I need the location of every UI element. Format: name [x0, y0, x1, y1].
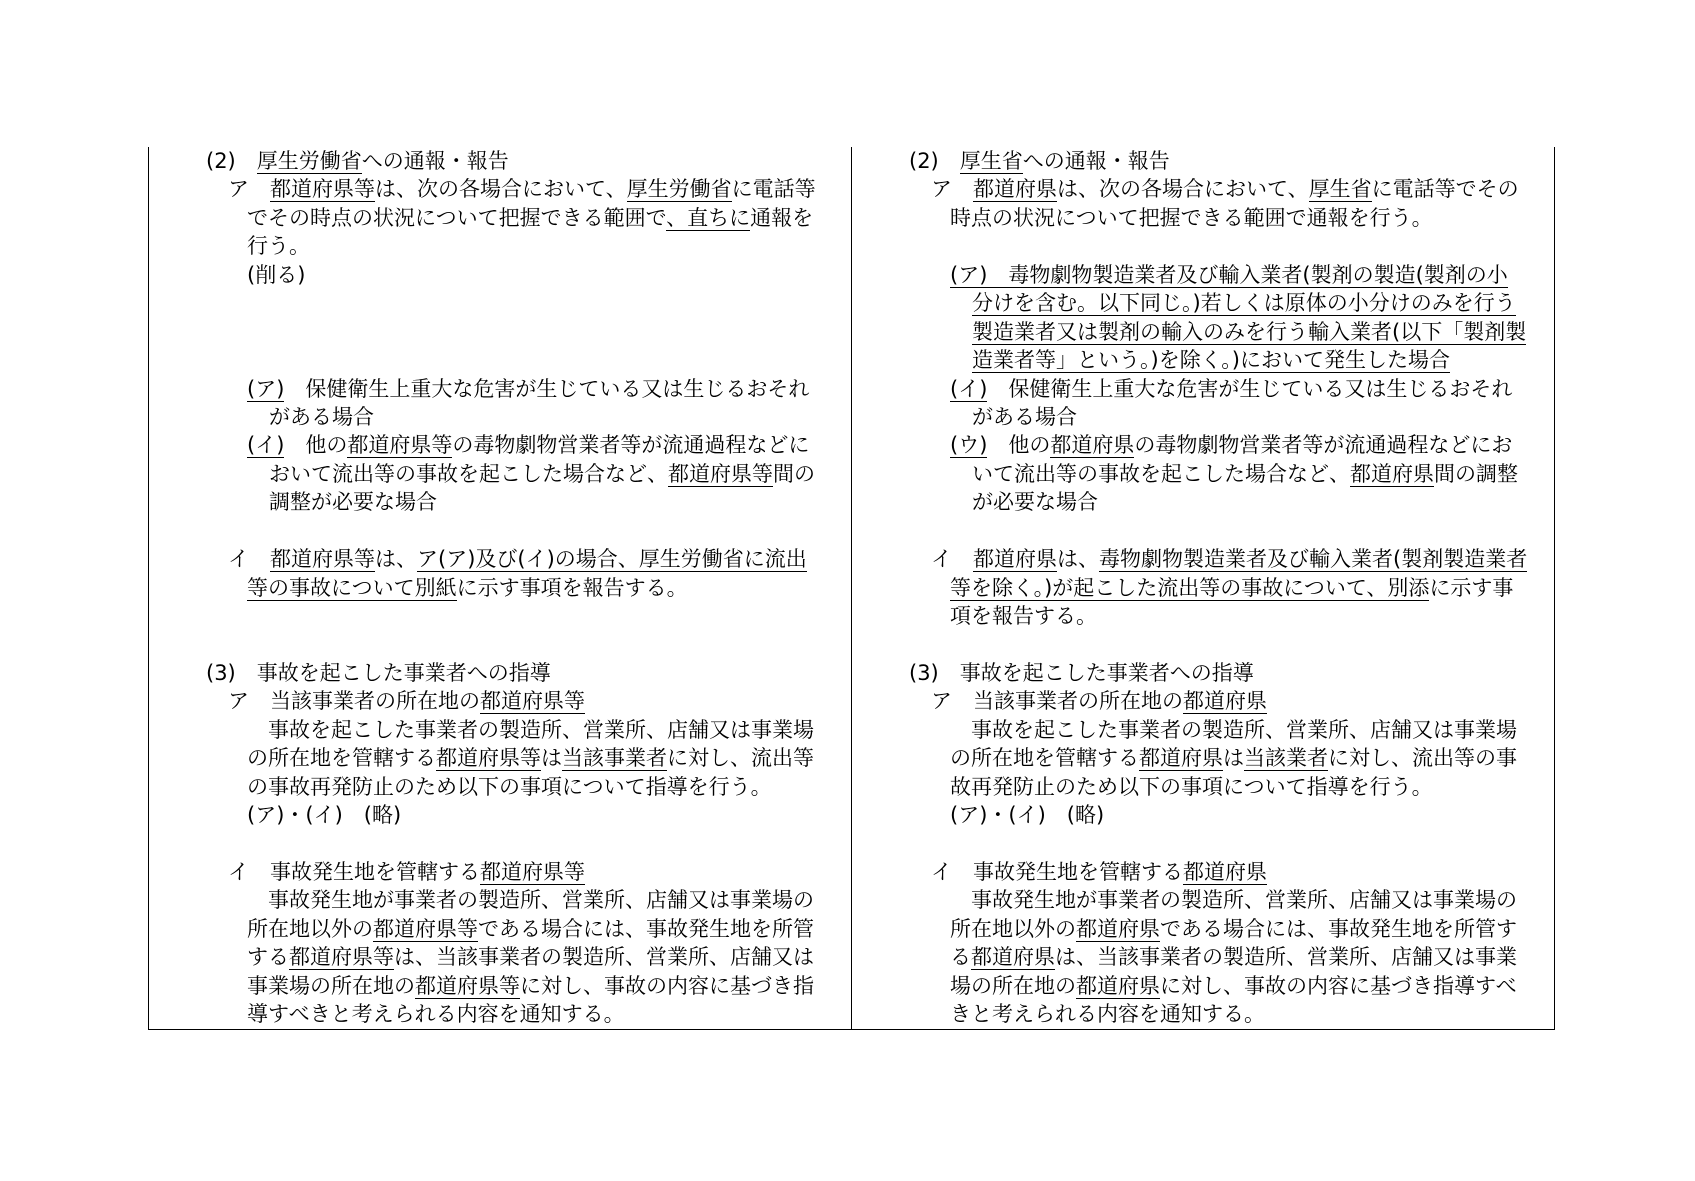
underlined-amendment: 分けを含む。以下同じ。)若しくは原体の小分けのみを行う — [972, 291, 1516, 316]
revised-text-column — [149, 147, 849, 1029]
text-segment: イ 事故発生地を管轄する — [931, 859, 1183, 884]
text-segment: がある場合 — [269, 404, 374, 429]
text-segment: である場合には、事故発生地を所管す — [1160, 916, 1517, 941]
text-segment: の毒物劇物営業者等が流通過程などに — [452, 433, 810, 458]
text-line — [149, 659, 849, 687]
blank-line — [149, 346, 849, 374]
text-segment: は、次の各場合において、 — [375, 177, 627, 202]
underlined-amendment: 都道府県等 — [480, 859, 585, 884]
text-segment: ア — [931, 177, 973, 202]
blank-line — [149, 289, 849, 317]
text-segment: は — [1223, 746, 1244, 771]
underlined-amendment: 都道府県 — [1183, 859, 1267, 884]
text-line — [149, 744, 849, 772]
text-segment: に電話等 — [731, 177, 816, 202]
comparison-table — [148, 147, 1555, 1030]
underlined-amendment: 等を除く。)が起こした流出等の事故について、別添 — [950, 575, 1430, 600]
text-line — [149, 687, 849, 715]
text-line — [149, 773, 849, 801]
text-segment: への通報・報告 — [361, 149, 509, 173]
text-segment: ア 当該事業者の所在地の — [931, 689, 1183, 714]
text-segment: 行う。 — [247, 234, 310, 259]
text-line — [852, 318, 1552, 346]
text-line — [149, 545, 849, 573]
underlined-amendment: 等の事故について別紙 — [247, 575, 457, 600]
underlined-amendment: 厚生労働省 — [256, 149, 362, 173]
text-line — [149, 886, 849, 914]
underlined-amendment: 毒物劇物製造業者及び輸入業者(製剤製造業者 — [1099, 547, 1528, 572]
text-segment: 場の所在地の — [950, 973, 1076, 998]
underlined-amendment: 都道府県等 — [289, 945, 394, 970]
text-line — [149, 175, 849, 203]
text-segment: 調整が必要な場合 — [269, 490, 437, 515]
text-line — [852, 545, 1552, 573]
text-segment: る — [950, 945, 971, 970]
text-segment: への通報・報告 — [1022, 149, 1170, 173]
text-segment: イ 事故発生地を管轄する — [228, 859, 480, 884]
underlined-amendment: ア(ア)及び(イ)の場合、厚生労働省に流出 — [417, 547, 807, 572]
underlined-amendment: 都道府県 — [1076, 973, 1160, 998]
text-line — [149, 488, 849, 516]
underlined-amendment: (ア) 毒物劇物製造業者及び輸入業者(製剤の製造(製剤の小 — [950, 262, 1508, 287]
text-segment: は、 — [1057, 547, 1099, 572]
underlined-amendment: 都道府県等 — [480, 689, 585, 714]
text-segment: の所在地を管轄する — [247, 746, 436, 771]
text-line — [852, 801, 1552, 829]
text-segment: がある場合 — [972, 404, 1077, 429]
underlined-amendment: (ア) — [247, 376, 285, 401]
text-line — [852, 687, 1552, 715]
underlined-amendment: 都道府県 — [973, 547, 1057, 572]
text-segment: 導すべきと考えられる内容を通知する。 — [247, 1002, 625, 1027]
text-segment: は、当該事業者の製造所、営業所、店舗又は — [394, 945, 814, 970]
text-segment: に示す事 — [1429, 575, 1514, 600]
underlined-amendment: 都道府県等 — [347, 433, 453, 458]
blank-line — [852, 830, 1552, 858]
text-segment: (削る) — [247, 262, 306, 287]
text-line — [852, 375, 1552, 403]
text-segment: ア — [228, 177, 270, 202]
text-line — [852, 431, 1552, 459]
text-line — [852, 602, 1552, 630]
underlined-amendment: 厚生労働省 — [626, 177, 732, 202]
text-segment: の事故再発防止のため以下の事項について指導を行う。 — [247, 774, 772, 799]
text-line — [149, 716, 849, 744]
text-segment: (ア)・(イ) (略) — [247, 803, 402, 828]
underlined-amendment: 当該事業者 — [562, 746, 667, 771]
underlined-amendment: 都道府県 — [1139, 746, 1223, 771]
text-segment: 保健衛生上重大な危害が生じている又は生じるおそれ — [987, 376, 1513, 401]
text-segment: ア 当該事業者の所在地の — [228, 689, 480, 714]
text-segment: 事故発生地が事業者の製造所、営業所、店舗又は事業場の — [247, 888, 814, 913]
text-line — [852, 915, 1552, 943]
text-segment: は、次の各場合において、 — [1057, 177, 1309, 202]
text-segment: 所在地以外の — [950, 916, 1076, 941]
text-segment: (3) 事故を起こした事業者への指導 — [909, 660, 1254, 685]
text-line — [149, 460, 849, 488]
text-segment: に対し、流出等の事 — [1328, 746, 1517, 771]
text-segment: (2) — [909, 149, 960, 173]
text-line — [149, 147, 849, 175]
text-line — [852, 574, 1552, 602]
text-segment: 事故を起こした事業者の製造所、営業所、店舗又は事業場 — [950, 717, 1517, 742]
blank-line — [149, 630, 849, 658]
blank-line — [852, 232, 1552, 260]
text-line — [852, 261, 1552, 289]
text-line — [852, 403, 1552, 431]
underlined-amendment: 都道府県等 — [436, 746, 541, 771]
text-segment: イ — [228, 547, 270, 572]
underlined-amendment: 都道府県等 — [270, 177, 375, 202]
text-line — [149, 403, 849, 431]
underlined-amendment: 造業者等」という。)を除く。)において発生した場合 — [972, 348, 1450, 373]
text-line — [149, 943, 849, 971]
text-line — [852, 204, 1552, 232]
text-segment: イ — [931, 547, 973, 572]
text-segment: 項を報告する。 — [950, 604, 1097, 628]
underlined-amendment: 当該業者 — [1244, 746, 1328, 771]
text-segment: 故再発防止のため以下の事項について指導を行う。 — [950, 774, 1433, 799]
underlined-amendment: (イ) — [247, 433, 285, 458]
underlined-amendment: 都道府県 — [1050, 433, 1135, 458]
text-segment: 通報を — [750, 205, 814, 230]
text-line — [149, 574, 849, 602]
underlined-amendment: 製造業者又は製剤の輸入のみを行う輸入業者(以下「製剤製 — [972, 319, 1527, 344]
text-line — [852, 972, 1552, 1000]
text-line — [852, 488, 1552, 516]
text-segment: 事業場の所在地の — [247, 973, 415, 998]
text-line — [852, 346, 1552, 374]
underlined-amendment: 都道府県 — [1076, 916, 1160, 941]
text-segment: (ア)・(イ) (略) — [950, 803, 1105, 828]
text-line — [852, 1000, 1552, 1028]
text-segment: (2) — [206, 149, 257, 173]
text-segment: 間の調整 — [1434, 461, 1518, 486]
text-segment: 所在地以外の — [247, 916, 373, 941]
text-segment: は — [541, 746, 562, 771]
blank-line — [852, 630, 1552, 658]
text-segment: である場合には、事故発生地を所管 — [478, 916, 814, 941]
text-segment: が必要な場合 — [972, 490, 1098, 515]
text-segment: する — [247, 945, 289, 970]
underlined-amendment: 厚生省 — [1308, 177, 1372, 202]
text-line — [852, 886, 1552, 914]
text-line — [149, 915, 849, 943]
text-line — [852, 943, 1552, 971]
text-segment: いて流出等の事故を起こした場合など、 — [972, 461, 1350, 486]
text-line — [852, 289, 1552, 317]
text-line — [149, 375, 849, 403]
text-segment: おいて流出等の事故を起こした場合など、 — [269, 461, 668, 486]
blank-line — [149, 602, 849, 630]
text-segment: に対し、事故の内容に基づき指導すべ — [1160, 973, 1517, 998]
text-line — [852, 147, 1552, 175]
text-line — [149, 232, 849, 260]
text-line — [852, 659, 1552, 687]
blank-line — [852, 517, 1552, 545]
text-line — [852, 773, 1552, 801]
text-line — [852, 460, 1552, 488]
underlined-amendment: 、直ちに — [666, 205, 751, 230]
underlined-amendment: 都道府県等 — [373, 916, 478, 941]
current-text-column — [852, 147, 1552, 1029]
text-segment: に電話等でその — [1371, 177, 1519, 202]
text-segment: 他の — [987, 433, 1051, 458]
text-line — [149, 858, 849, 886]
text-line — [149, 1000, 849, 1028]
text-segment: 保健衛生上重大な危害が生じている又は生じるおそれ — [284, 376, 810, 401]
text-line — [852, 716, 1552, 744]
underlined-amendment: 都道府県 — [973, 177, 1057, 202]
blank-line — [149, 318, 849, 346]
text-segment: (3) 事故を起こした事業者への指導 — [206, 660, 551, 685]
text-segment: 他の — [284, 433, 348, 458]
underlined-amendment: (イ) — [950, 376, 988, 401]
underlined-amendment: 都道府県等 — [415, 973, 520, 998]
underlined-amendment: 都道府県等 — [270, 547, 375, 572]
text-segment: は、当該事業者の製造所、営業所、店舗又は事業 — [1055, 945, 1517, 970]
text-segment: の所在地を管轄する — [950, 746, 1139, 771]
text-line — [149, 972, 849, 1000]
text-line — [149, 261, 849, 289]
text-segment: に対し、流出等 — [667, 746, 814, 771]
text-segment: 時点の状況について把握できる範囲で通報を行う。 — [950, 205, 1433, 230]
text-segment: 間の — [773, 461, 815, 486]
text-segment: の毒物劇物営業者等が流通過程などにお — [1134, 433, 1513, 458]
blank-line — [149, 830, 849, 858]
text-segment: に示す事項を報告する。 — [456, 575, 688, 600]
text-line — [852, 175, 1552, 203]
underlined-amendment: 厚生省 — [959, 149, 1023, 173]
text-line — [149, 431, 849, 459]
text-segment: でその時点の状況について把握できる範囲で — [247, 205, 667, 230]
underlined-amendment: 都道府県 — [1350, 461, 1434, 486]
text-line — [852, 744, 1552, 772]
underlined-amendment: 都道府県等 — [668, 461, 773, 486]
text-line — [852, 858, 1552, 886]
text-segment: は、 — [375, 547, 417, 572]
text-line — [149, 801, 849, 829]
underlined-amendment: 都道府県 — [1183, 689, 1267, 714]
text-segment: 事故発生地が事業者の製造所、営業所、店舗又は事業場の — [950, 888, 1517, 913]
blank-line — [149, 517, 849, 545]
text-segment: 事故を起こした事業者の製造所、営業所、店舗又は事業場 — [247, 717, 814, 742]
text-segment: きと考えられる内容を通知する。 — [950, 1002, 1265, 1027]
text-segment: に対し、事故の内容に基づき指 — [520, 973, 814, 998]
text-line — [149, 204, 849, 232]
underlined-amendment: 都道府県 — [971, 945, 1055, 970]
underlined-amendment: (ウ) — [950, 433, 988, 458]
